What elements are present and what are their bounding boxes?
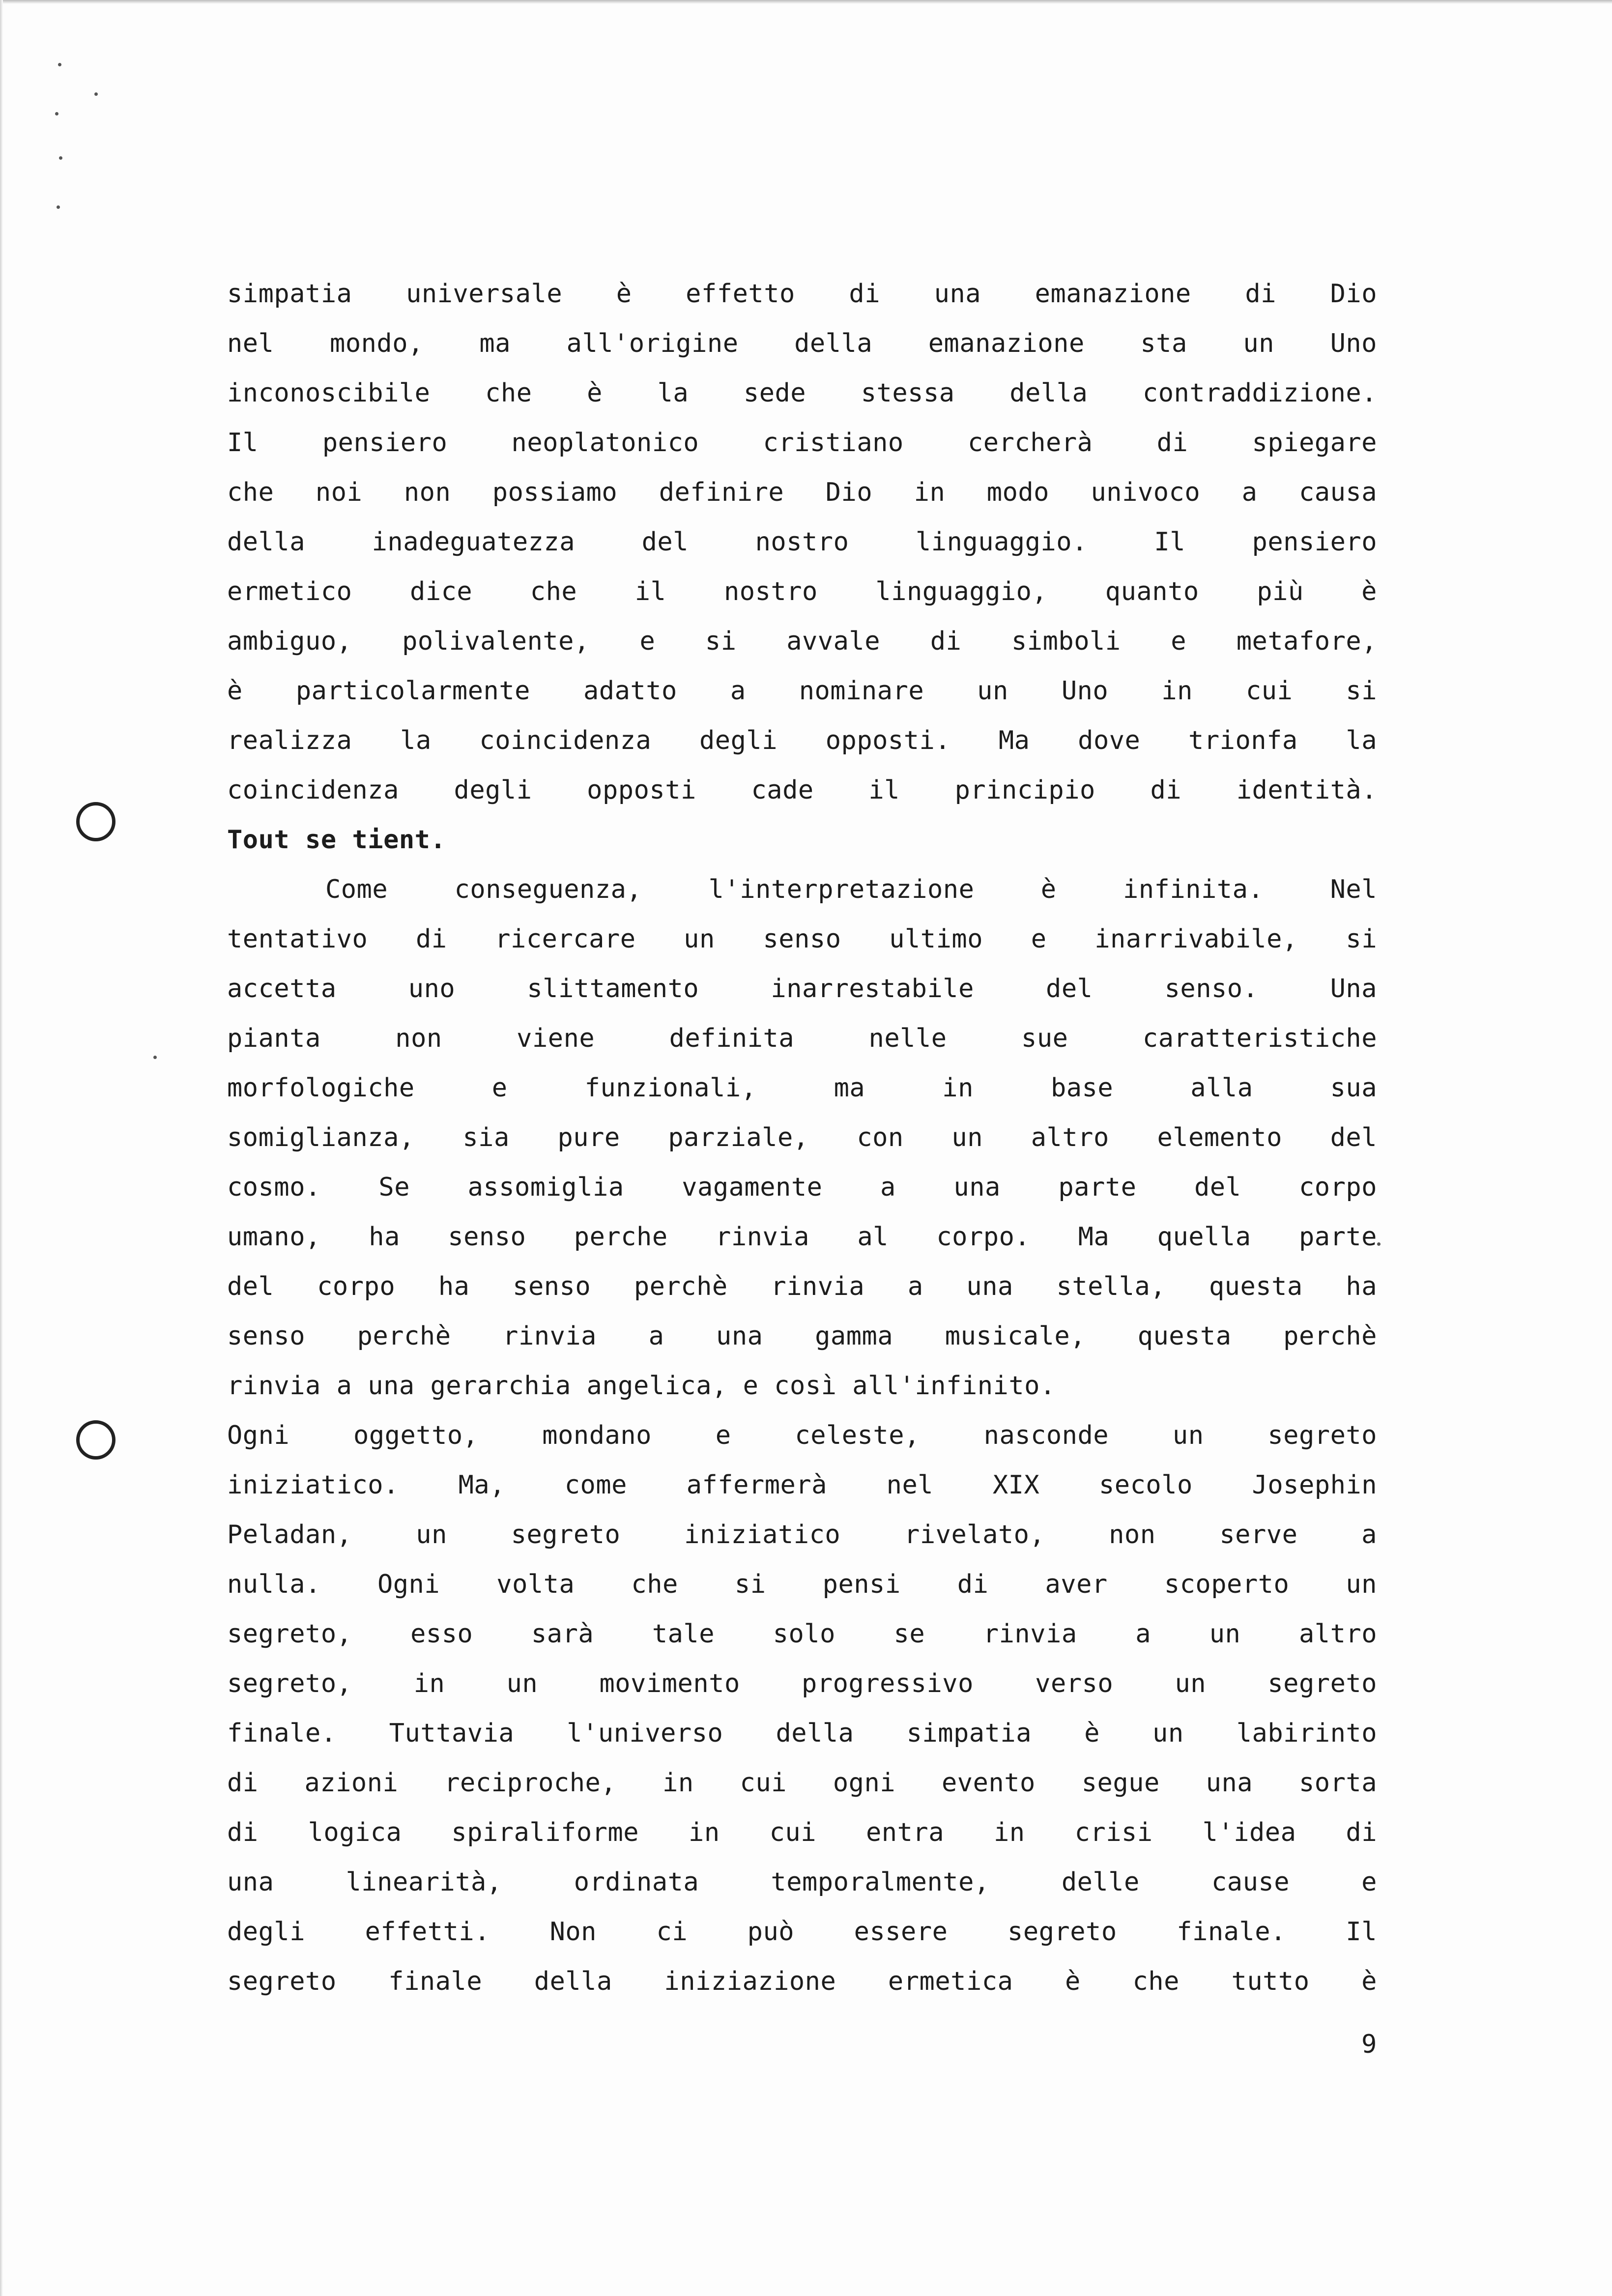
text-line: accetta uno slittamento inarrestabile del senso. Una — [227, 974, 1377, 1004]
text-line: degli effetti. Non ci può essere segreto finale. Il — [227, 1917, 1377, 1947]
text-line: Peladan, un segreto iniziatico rivelato, non serve a — [227, 1520, 1377, 1550]
text-line: cosmo. Se assomiglia vagamente a una parte del corpo — [227, 1173, 1377, 1202]
text-line: di azioni reciproche, in cui ogni evento segue una sorta — [227, 1768, 1377, 1798]
text-line: realizza la coincidenza degli opposti. Ma dove trionfa la — [227, 726, 1377, 755]
text-line: simpatia universale è effetto di una emanazione di Dio — [227, 279, 1377, 309]
text-line: segreto finale della iniziazione ermetica è che tutto è — [227, 1967, 1377, 1996]
text-line: di logica spiraliforme in cui entra in crisi l'idea di — [227, 1818, 1377, 1847]
text-line: tentativo di ricercare un senso ultimo e inarrivabile, si — [227, 924, 1377, 954]
text-line: che noi non possiamo definire Dio in modo univoco a causa — [227, 478, 1377, 507]
scan-speck — [59, 156, 62, 160]
scan-speck — [57, 205, 60, 209]
scan-speck — [55, 112, 58, 115]
text-line: del corpo ha senso perchè rinvia a una stella, questa ha — [227, 1272, 1377, 1301]
text-line: pianta non viene definita nelle sue caratteristiche — [227, 1024, 1377, 1053]
text-line: inconoscibile che è la sede stessa della contraddizione. — [227, 378, 1377, 408]
text-line: finale. Tuttavia l'universo della simpatia è un labirinto — [227, 1719, 1377, 1748]
punch-hole-icon — [76, 802, 115, 841]
text-line: senso perchè rinvia a una gamma musicale, questa perchè — [227, 1321, 1377, 1351]
text-line: della inadeguatezza del nostro linguaggio. Il pensiero — [227, 527, 1377, 557]
text-line: umano, ha senso perche rinvia al corpo. Ma quella parte — [227, 1222, 1377, 1252]
scan-speck — [1377, 1242, 1381, 1246]
text-line: ermetico dice che il nostro linguaggio, quanto più è — [227, 577, 1377, 606]
text-line: Il pensiero neoplatonico cristiano cercherà di spiegare — [227, 428, 1377, 458]
page-number: 9 — [1361, 2030, 1377, 2059]
text-line: ambiguo, polivalente, e si avvale di simboli e metafore, — [227, 627, 1377, 656]
scan-speck — [153, 1056, 157, 1059]
paragraph-first-line: Come conseguenza, l'interpretazione è infinita. Nel — [325, 875, 1377, 904]
punch-hole-icon — [76, 1420, 115, 1460]
text-line: segreto, esso sarà tale solo se rinvia a un altro — [227, 1619, 1377, 1649]
body-text — [227, 269, 1377, 2007]
scan-top-edge — [0, 0, 1612, 4]
text-line: una linearità, ordinata temporalmente, delle cause e — [227, 1867, 1377, 1897]
text-line: nulla. Ogni volta che si pensi di aver scoperto un — [227, 1570, 1377, 1599]
scan-left-edge — [0, 0, 3, 2296]
text-line: rinvia a una gerarchia angelica, e così all'infinito. — [227, 1371, 1056, 1401]
text-line: segreto, in un movimento progressivo verso un segreto — [227, 1669, 1377, 1698]
text-line: coincidenza degli opposti cade il principio di identità. — [227, 775, 1377, 805]
text-line: nel mondo, ma all'origine della emanazione sta un Uno — [227, 329, 1377, 358]
text-line: è particolarmente adatto a nominare un Uno in cui si — [227, 676, 1377, 706]
text-line: somiglianza, sia pure parziale, con un altro elemento del — [227, 1123, 1377, 1152]
scan-speck — [58, 63, 61, 66]
text-line: iniziatico. Ma, come affermerà nel XIX secolo Josephin — [227, 1470, 1377, 1500]
text-line: Tout se tient. — [227, 825, 446, 855]
paragraph-first-line: Ogni oggetto, mondano e celeste, nasconde un segreto — [227, 1421, 1377, 1450]
text-line: morfologiche e funzionali, ma in base alla sua — [227, 1073, 1377, 1103]
scan-speck — [94, 92, 98, 96]
